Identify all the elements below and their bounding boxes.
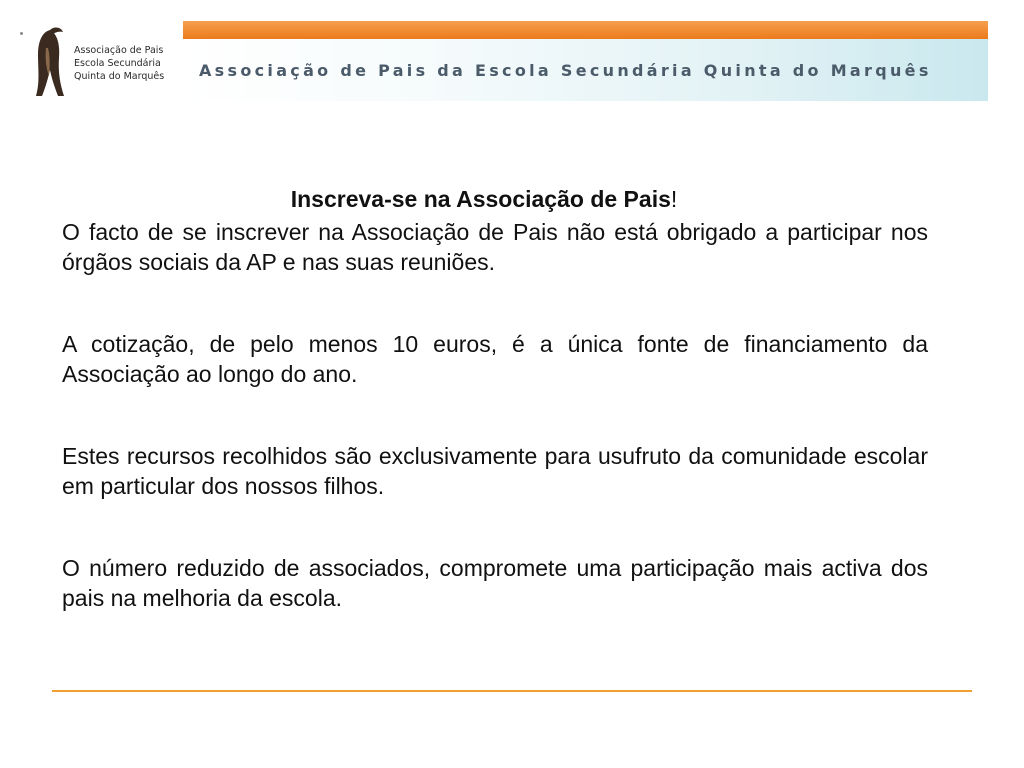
heading-text: Inscreva-se na Associação de Pais — [290, 186, 671, 212]
logo-line-1: Associação de Pais — [74, 45, 164, 56]
slide-content — [62, 184, 928, 665]
paragraph-2: A cotização, de pelo menos 10 euros, é a única fonte de financiamento da Associação ao longo do ano. — [62, 331, 928, 387]
header-title: Associação de Pais da Escola Secundária Quinta do Marquês — [199, 61, 932, 80]
slide-heading — [62, 184, 928, 214]
logo-text — [74, 44, 164, 83]
penguin-figure-icon — [28, 24, 72, 100]
header-band — [183, 21, 988, 101]
logo-line-2: Escola Secundária — [74, 58, 161, 69]
logo-dot — [20, 32, 23, 35]
paragraph-1: O facto de se inscrever na Associação de Pais não está obrigado a participar nos órgãos sociais da AP e nas suas reuniões. — [62, 219, 928, 275]
logo-line-3: Quinta do Marquês — [74, 71, 165, 82]
header-orange-bar — [183, 21, 988, 39]
footer-divider — [52, 690, 972, 692]
paragraph-4: O número reduzido de associados, compromete uma participação mais activa dos pais na melhoria da escola. — [62, 555, 928, 611]
association-logo — [18, 20, 178, 102]
heading-punctuation: ! — [670, 186, 678, 212]
paragraph-3: Estes recursos recolhidos são exclusivamente para usufruto da comunidade escolar em particular dos nossos filhos. — [62, 443, 928, 499]
